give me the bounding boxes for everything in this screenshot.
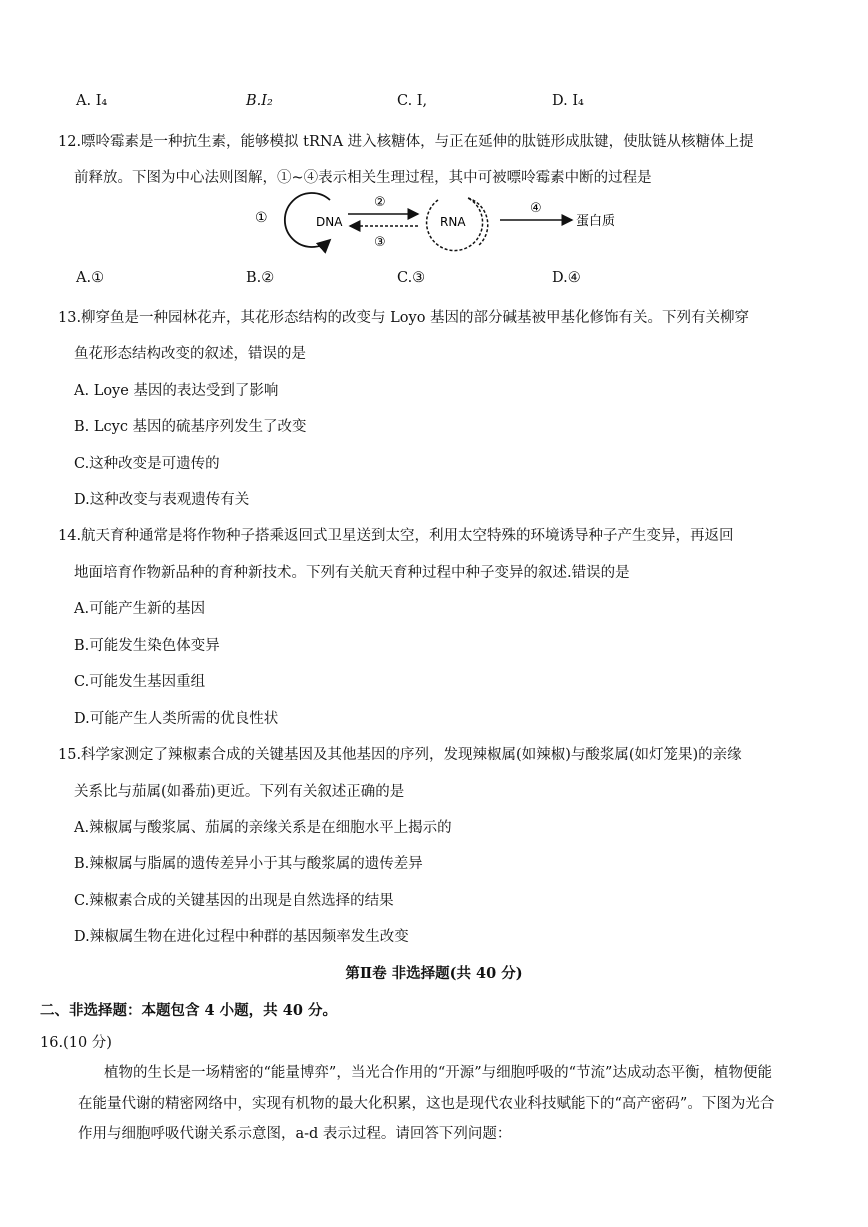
q11-option-d: D. I₄	[552, 93, 584, 109]
rna-label: RNA	[440, 215, 466, 229]
q15-option-c: C.辣椒素合成的关键基因的出现是自然选择的结果	[74, 893, 394, 909]
q15-option-a: A.辣椒属与酸浆属、茄属的亲缘关系是在细胞水平上揭示的	[74, 820, 452, 836]
q14-stem-line1: 14.航天育种通常是将作物种子搭乘返回式卫星送到太空，利用太空特殊的环境诱导种子产生变异，再返回	[58, 528, 734, 544]
q14-option-d: D.可能产生人类所需的优良性状	[74, 711, 279, 727]
q12-option-b: B.②	[246, 270, 275, 286]
q14-option-a: A.可能产生新的基因	[74, 601, 206, 617]
q16-para-line2: 在能量代谢的精密网络中，实现有机物的最大化积累，这也是现代农业科技赋能下的“高产密码”。下图为光合	[78, 1096, 775, 1112]
central-dogma-diagram	[250, 188, 616, 258]
process-3-label: ③	[374, 235, 386, 250]
process-1-label: ①	[255, 210, 268, 226]
process-4-label: ④	[530, 201, 542, 216]
q11-option-c: C. I,	[397, 93, 428, 109]
q13-stem-line1: 13.柳穿鱼是一种园林花卉，其花形态结构的改变与 Loyo 基因的部分碱基被甲基化修饰有关。下列有关柳穿	[58, 310, 750, 326]
q15-option-d: D.辣椒属生物在进化过程中种群的基因频率发生改变	[74, 929, 409, 945]
q12-option-c: C.③	[397, 270, 426, 286]
q12-stem-line1: 12.嘌呤霉素是一种抗生素，能够模拟 tRNA 进入核糖体，与正在延伸的肽链形成肽键，使肽链从核糖体上提	[58, 134, 754, 150]
q13-option-a: A. Loye 基因的表达受到了影响	[74, 383, 279, 399]
q13-option-c: C.这种改变是可遗传的	[74, 456, 220, 472]
q14-option-c: C.可能发生基因重组	[74, 674, 206, 690]
protein-label: 蛋白质	[576, 214, 616, 229]
q14-stem-line2: 地面培育作物新品种的育种新技术。下列有关航天育种过程中种子变异的叙述.错误的是	[74, 565, 630, 581]
q15-stem-line2: 关系比与茄属(如番茄)更近。下列有关叙述正确的是	[74, 784, 405, 800]
q15-option-b: B.辣椒属与脂属的遗传差异小于其与酸浆属的遗传差异	[74, 856, 423, 872]
q12-option-d: D.④	[552, 270, 581, 286]
q13-option-b: B. Lcyc 基因的硫基序列发生了改变	[74, 419, 307, 435]
q13-stem-line2: 鱼花形态结构改变的叙述，错误的是	[74, 346, 306, 362]
q11-option-a: A. I₄	[76, 93, 108, 109]
process-2-label: ②	[374, 195, 386, 210]
q12-stem-line2: 前释放。下图为中心法则图解，①~④表示相关生理过程，其中可被嘌呤霉素中断的过程是	[74, 170, 652, 186]
q16-para-line1: 植物的生长是一场精密的“能量博弈”，当光合作用的“开源”与细胞呼吸的“节流”达成动态平衡，植物便能	[104, 1065, 772, 1081]
q13-option-d: D.这种改变与表观遗传有关	[74, 492, 250, 508]
q15-stem-line1: 15.科学家测定了辣椒素合成的关键基因及其他基因的序列，发现辣椒属(如辣椒)与酸浆属(如灯笼果)的亲缘	[58, 747, 742, 763]
q16-label: 16.(10 分)	[40, 1035, 112, 1051]
section-heading: 二、非选择题：本题包含 4 小题，共 40 分。	[40, 1002, 337, 1019]
q14-option-b: B.可能发生染色体变异	[74, 638, 220, 654]
dna-label: DNA	[316, 215, 343, 229]
section-title: 第Ⅱ卷 非选择题(共 40 分)	[345, 965, 523, 982]
q16-para-line3: 作用与细胞呼吸代谢关系示意图，a-d 表示过程。请回答下列问题：	[78, 1126, 512, 1142]
q11-option-b: B.I₂	[246, 93, 273, 109]
q12-option-a: A.①	[76, 270, 105, 286]
